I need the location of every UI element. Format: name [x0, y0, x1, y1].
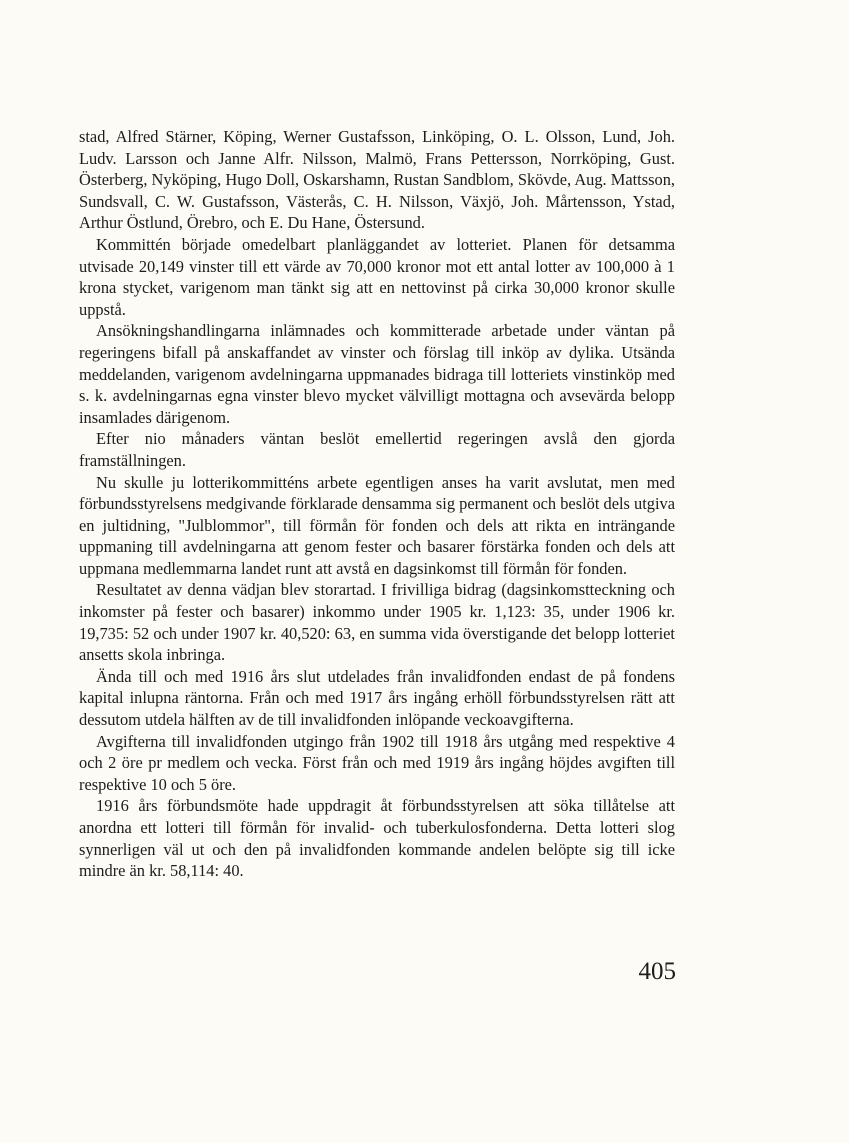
paragraph-8: Avgifterna till invalidfonden utgingo från 1902 till 1918 års utgång med respektive 4 och 2 öre pr medlem och vecka. Först från och med 1919 års ingång höjdes avgiften till respektive 10 och 5 öre. [79, 731, 675, 794]
paragraph-4: Efter nio månaders väntan beslöt emellertid regeringen avslå den gjorda framställningen. [79, 429, 675, 470]
paragraph-1: stad, Alfred Stärner, Köping, Werner Gustafsson, Linköping, O. L. Olsson, Lund, Joh. Ludv. Larsson och Janne Alfr. Nilsson, Malmö, Frans Pettersson, Norrköping, Gust. Österberg, Nyköping, Hugo Doll, Oskarshamn, Rustan Sandblom, Skövde, Aug. Mattsson, Sundsvall, C. W. Gustafsson, Västerås, C. H. Nilsson, Växjö, Joh. Mårtensson, Ystad, Arthur Östlund, Örebro, och E. Du Hane, Östersund. [79, 127, 675, 233]
paragraph-3: Ansökningshandlingarna inlämnades och kommitterade arbetade under väntan på regeringens bifall på anskaffandet av vinster och förslag till inköp av dylika. Utsända meddelanden, varigenom avdelningarna uppmanades bidraga till lotteriets vinstinköp med s. k. avdelningarnas egna vinster blevo mycket välvilligt mottagna och avsevärda belopp insamlades därigenom. [79, 321, 675, 427]
paragraph-2: Kommittén började omedelbart planläggandet av lotteriet. Planen för detsamma utvisade 20,149 vinster till ett värde av 70,000 kronor mot ett antal lotter av 100,000 à 1 krona stycket, varigenom man tänkt sig att en nettovinst på cirka 30,000 kronor skulle uppstå. [79, 234, 675, 319]
paragraph-5: Nu skulle ju lotterikommitténs arbete egentligen anses ha varit avslutat, men med förbundsstyrelsens medgivande förklarade densamma sig permanent och beslöt dels utgiva en jultidning, "Julblommor", till förmån för fonden och dels att rikta en inträngande uppmaning till avdelningarna att genom fester och basarer förstärka fonden och dels att uppmana medlemmarna landet runt att avstå en dagsinkomst till förmån för fonden. [79, 472, 675, 578]
body-text [79, 126, 675, 882]
paragraph-7: Ända till och med 1916 års slut utdelades från invalidfonden endast de på fondens kapital inlupna räntorna. Från och med 1917 års ingång erhöll förbundsstyrelsen rätt att dessutom utdela hälften av de till invalidfonden inlöpande veckoavgifterna. [79, 666, 675, 730]
paragraph-9: 1916 års förbundsmöte hade uppdragit åt förbundsstyrelsen att söka tillåtelse att anordna ett lotteri till förmån för invalid- och tuberkulosfonderna. Detta lotteri slog synnerligen väl ut och den på invalidfonden kommande andelen belöpte sig till icke mindre än kr. 58,114: 40. [79, 796, 675, 881]
page-number: 405 [638, 958, 676, 985]
paragraph-6: Resultatet av denna vädjan blev storartad. I frivilliga bidrag (dagsinkomstteckning och inkomster på fester och basarer) inkommo under 1905 kr. 1,123: 35, under 1906 kr. 19,735: 52 och under 1907 kr. 40,520: 63, en summa vida överstigande det belopp lotteriet ansetts skola inbringa. [79, 580, 675, 665]
